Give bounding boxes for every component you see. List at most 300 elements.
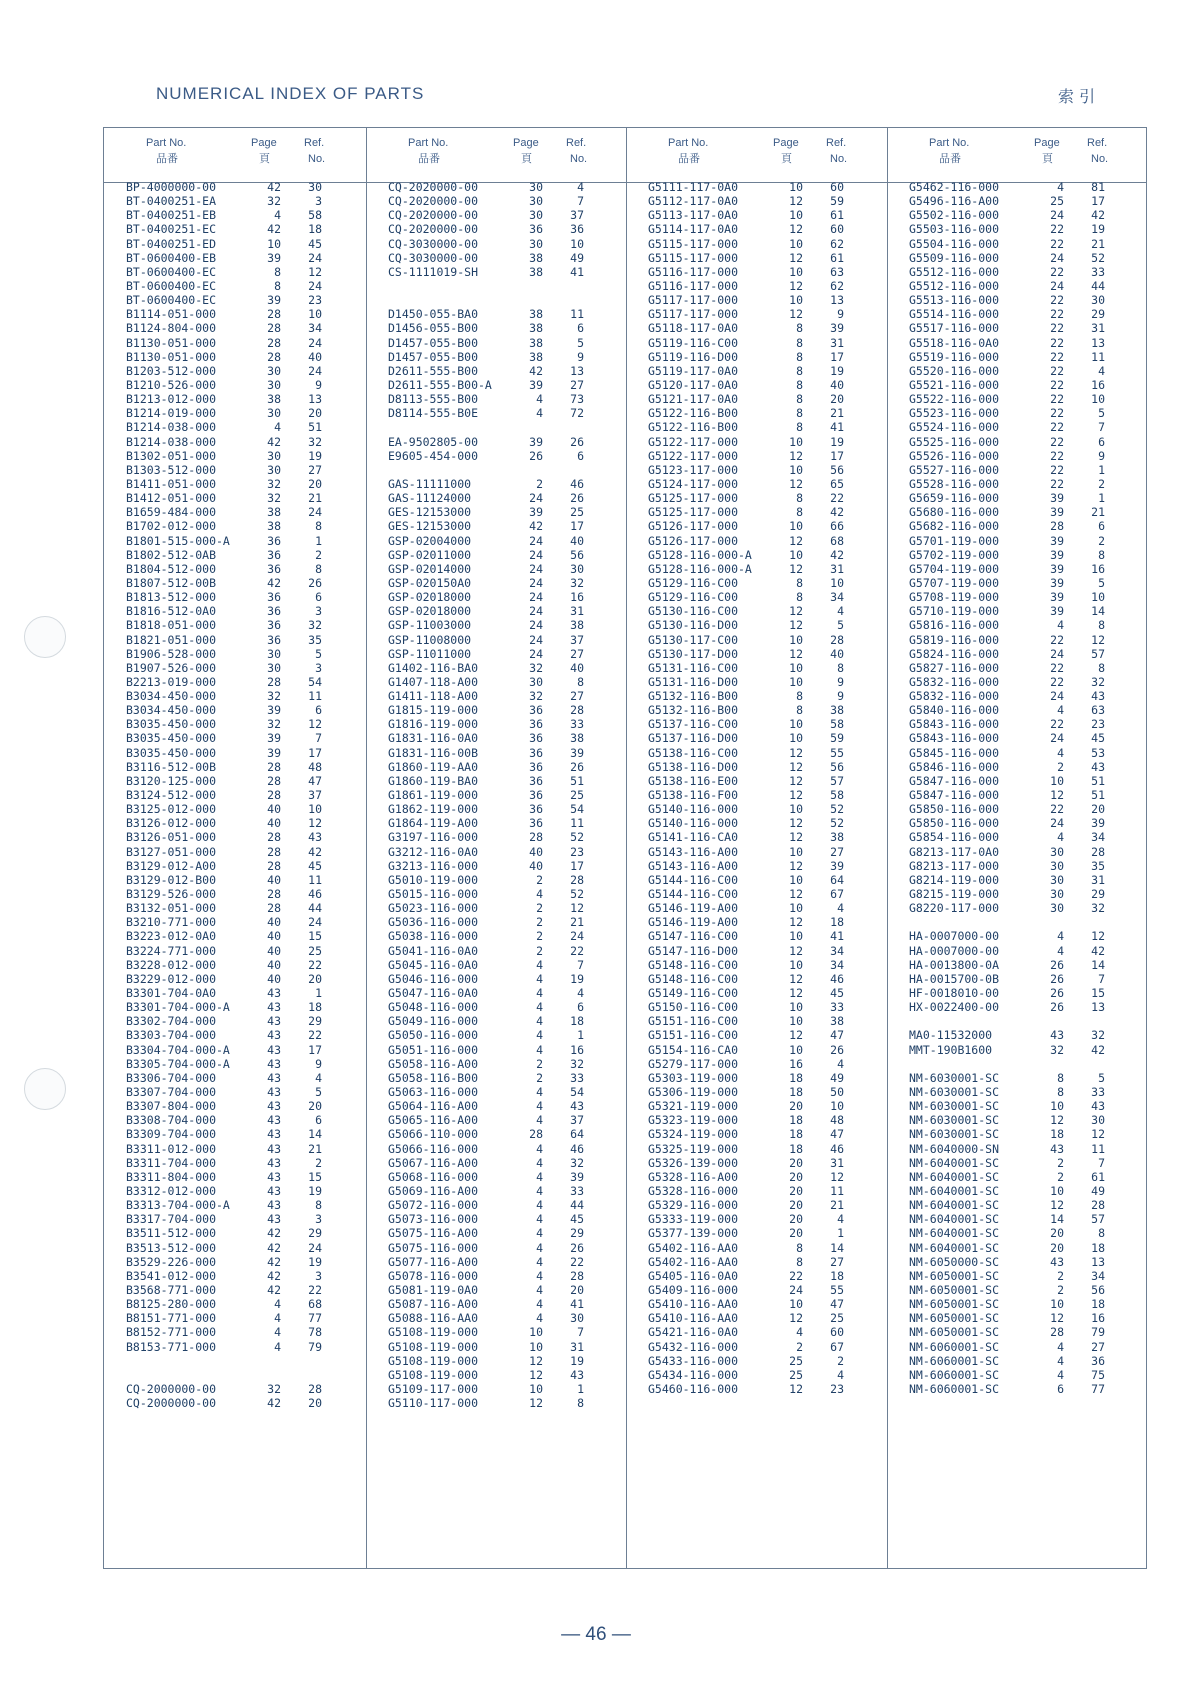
- ref-number: 27: [830, 844, 844, 859]
- ref-number: 47: [830, 1028, 844, 1043]
- table-row: [909, 208, 1146, 222]
- ref-number: 4: [837, 1056, 844, 1071]
- table-row: [648, 420, 887, 434]
- table-row: [388, 873, 626, 887]
- part-number: G5151-116-C00: [648, 1028, 739, 1043]
- ref-number: 19: [570, 1353, 584, 1368]
- page-ref: 8: [274, 278, 281, 293]
- page-ref: 43: [267, 1113, 281, 1128]
- table-row: [126, 830, 366, 844]
- ref-number: 23: [1091, 717, 1105, 732]
- ref-number: 28: [830, 632, 844, 647]
- part-number: G5149-116-C00: [648, 986, 739, 1001]
- ref-number: 31: [830, 335, 844, 350]
- part-number: G5067-116-A00: [388, 1155, 479, 1170]
- ref-number: 46: [308, 887, 322, 902]
- table-row: [388, 802, 626, 816]
- page-ref: 22: [1050, 293, 1064, 308]
- table-row: [126, 1028, 366, 1042]
- table-row: [909, 194, 1146, 208]
- ref-number: 42: [1091, 943, 1105, 958]
- table-row: [648, 576, 887, 590]
- table-row: [126, 802, 366, 816]
- table-row: [388, 463, 626, 477]
- ref-number: 42: [1091, 1042, 1105, 1057]
- part-number: G5460-116-000: [648, 1381, 739, 1396]
- part-number: GSP-020150A0: [388, 575, 472, 590]
- page-ref: 25: [1050, 194, 1064, 209]
- index-rows: [648, 180, 887, 1396]
- part-number: B1818-051-000: [126, 618, 217, 633]
- table-row: [388, 1198, 626, 1212]
- page-ref: 43: [267, 1141, 281, 1156]
- table-row: [126, 1071, 366, 1085]
- ref-number: 39: [1091, 816, 1105, 831]
- page-ref: 4: [536, 1113, 543, 1128]
- part-number: B3307-804-000: [126, 1099, 217, 1114]
- ref-number: 26: [570, 434, 584, 449]
- part-number: B1303-512-000: [126, 462, 217, 477]
- page-ref: 30: [1050, 844, 1064, 859]
- page-ref: 20: [789, 1226, 803, 1241]
- part-number: G5041-116-0A0: [388, 943, 479, 958]
- table-row: [388, 1085, 626, 1099]
- ref-number: 41: [830, 420, 844, 435]
- ref-number: 40: [308, 349, 322, 364]
- page-ref: 43: [267, 1198, 281, 1213]
- part-number: G5421-116-0A0: [648, 1325, 739, 1340]
- table-row: [648, 307, 887, 321]
- part-number: MMT-190B1600: [909, 1042, 993, 1057]
- ref-number: 22: [308, 957, 322, 972]
- table-row: [126, 703, 366, 717]
- part-number: G5432-116-000: [648, 1339, 739, 1354]
- page-ref: 42: [267, 180, 281, 194]
- ref-number: 46: [570, 476, 584, 491]
- ref-number: 24: [308, 915, 322, 930]
- ref-number: 37: [570, 632, 584, 647]
- page-ref: 8: [796, 377, 803, 392]
- table-row: [126, 265, 366, 279]
- part-number: B1302-051-000: [126, 448, 217, 463]
- table-row: [126, 194, 366, 208]
- ref-number: 67: [830, 1339, 844, 1354]
- ref-number: 52: [570, 887, 584, 902]
- part-number: B3228-012-000: [126, 957, 217, 972]
- ref-number: 15: [308, 929, 322, 944]
- table-row: [909, 958, 1146, 972]
- part-number: G5137-116-D00: [648, 731, 739, 746]
- page-ref: 22: [1050, 660, 1064, 675]
- part-number: G5701-119-000: [909, 533, 1000, 548]
- ref-number: 58: [830, 717, 844, 732]
- table-row: [909, 562, 1146, 576]
- table-row: [648, 590, 887, 604]
- page-ref: 36: [529, 759, 543, 774]
- page-ref: 12: [789, 250, 803, 265]
- part-number: G5126-117-000: [648, 533, 739, 548]
- part-number: NM-6030001-SC: [909, 1099, 1000, 1114]
- part-number: GAS-11111000: [388, 476, 472, 491]
- table-row: [648, 1156, 887, 1170]
- page-ref: 28: [267, 887, 281, 902]
- part-number: G1860-119-BA0: [388, 773, 479, 788]
- page-ref: 22: [1050, 434, 1064, 449]
- ref-number: 81: [1091, 180, 1105, 194]
- table-row: [126, 604, 366, 618]
- part-number: G5122-116-B00: [648, 406, 739, 421]
- part-number: B3513-512-000: [126, 1240, 217, 1255]
- table-row: [388, 293, 626, 307]
- table-row: [648, 321, 887, 335]
- table-row: [909, 731, 1146, 745]
- header-page: Page: [251, 137, 277, 149]
- page-ref: 36: [267, 533, 281, 548]
- table-row: [126, 915, 366, 929]
- part-number: G5146-119-A00: [648, 901, 739, 916]
- table-row: [648, 505, 887, 519]
- page-ref: 26: [1050, 986, 1064, 1001]
- table-row: [126, 307, 366, 321]
- ref-number: 43: [1091, 689, 1105, 704]
- table-row: [126, 321, 366, 335]
- page-ref: 4: [796, 1325, 803, 1340]
- page-ref: 40: [529, 844, 543, 859]
- page-ref: 4: [536, 1141, 543, 1156]
- part-number: G5328-116-000: [648, 1183, 739, 1198]
- part-number: G5049-116-000: [388, 1014, 479, 1029]
- table-row: [126, 1000, 366, 1014]
- part-number: G5087-116-A00: [388, 1297, 479, 1312]
- table-row: [648, 972, 887, 986]
- part-number: B3034-450-000: [126, 703, 217, 718]
- table-row: [648, 859, 887, 873]
- page-ref: 22: [1050, 349, 1064, 364]
- part-number: B3311-012-000: [126, 1141, 217, 1156]
- table-row: [909, 986, 1146, 1000]
- part-number: NM-6060001-SC: [909, 1381, 1000, 1396]
- part-number: B1130-051-000: [126, 349, 217, 364]
- ref-number: 27: [570, 377, 584, 392]
- table-row: [648, 477, 887, 491]
- part-number: G5077-116-A00: [388, 1254, 479, 1269]
- table-row: [126, 944, 366, 958]
- part-number: G5326-139-000: [648, 1155, 739, 1170]
- part-number: G1860-119-AA0: [388, 759, 479, 774]
- header-page: Page: [773, 137, 799, 149]
- table-row: [648, 830, 887, 844]
- ref-number: 17: [570, 858, 584, 873]
- index-column-4: [887, 128, 1146, 1568]
- ref-number: 7: [577, 957, 584, 972]
- part-number: GSP-02018000: [388, 604, 472, 619]
- table-row: [909, 1311, 1146, 1325]
- ref-number: 13: [830, 293, 844, 308]
- table-row: [909, 293, 1146, 307]
- header-page-jp: 頁: [521, 153, 532, 165]
- table-row: [909, 237, 1146, 251]
- part-number: B1802-512-0AB: [126, 547, 217, 562]
- ref-number: 43: [1091, 759, 1105, 774]
- ref-number: 39: [570, 745, 584, 760]
- part-number: NM-6030001-SC: [909, 1070, 1000, 1085]
- page-ref: 24: [529, 618, 543, 633]
- ref-number: 21: [830, 406, 844, 421]
- table-row: [126, 1184, 366, 1198]
- page-ref: 22: [1050, 802, 1064, 817]
- table-row: [388, 378, 626, 392]
- part-number: G5323-119-000: [648, 1113, 739, 1128]
- page-ref: 8: [796, 491, 803, 506]
- ref-number: 55: [830, 1282, 844, 1297]
- page-ref: 12: [789, 759, 803, 774]
- ref-number: 5: [315, 1085, 322, 1099]
- page-title-japanese: 索 引: [1058, 87, 1096, 106]
- table-row: [388, 1127, 626, 1141]
- part-number: G8220-117-000: [909, 901, 1000, 916]
- ref-number: 13: [570, 363, 584, 378]
- page-ref: 12: [789, 278, 803, 293]
- ref-number: 56: [830, 759, 844, 774]
- ref-number: 68: [830, 533, 844, 548]
- page-ref: 40: [267, 929, 281, 944]
- punch-hole-bottom: [24, 1068, 66, 1110]
- ref-number: 40: [570, 660, 584, 675]
- part-number: G5150-116-C00: [648, 1000, 739, 1015]
- page-ref: 4: [1057, 1367, 1064, 1382]
- part-number: G5138-116-F00: [648, 788, 739, 803]
- ref-number: 28: [308, 1381, 322, 1396]
- ref-number: 6: [577, 1000, 584, 1015]
- page-ref: 12: [789, 1311, 803, 1326]
- ref-number: 6: [315, 590, 322, 605]
- page-ref: 8: [796, 406, 803, 421]
- ref-number: 33: [570, 1070, 584, 1085]
- part-number: B3541-012-000: [126, 1268, 217, 1283]
- part-number: G5038-116-000: [388, 929, 479, 944]
- table-row: [388, 1142, 626, 1156]
- part-number: G5847-116-000: [909, 788, 1000, 803]
- part-number: G5075-116-000: [388, 1240, 479, 1255]
- ref-number: 36: [570, 222, 584, 237]
- page-ref: 10: [789, 293, 803, 308]
- ref-number: 38: [830, 830, 844, 845]
- part-number: G5324-119-000: [648, 1127, 739, 1142]
- ref-number: 24: [308, 505, 322, 520]
- table-row: [648, 1311, 887, 1325]
- page-ref: 4: [536, 1028, 543, 1043]
- table-row: [126, 887, 366, 901]
- ref-number: 20: [308, 1396, 322, 1411]
- page-ref: 12: [789, 561, 803, 576]
- ref-number: 16: [1091, 1311, 1105, 1326]
- table-row: [388, 958, 626, 972]
- table-row: [648, 647, 887, 661]
- page-ref: 24: [1050, 646, 1064, 661]
- page-ref: 12: [789, 887, 803, 902]
- ref-number: 15: [308, 1169, 322, 1184]
- part-number: G5329-116-000: [648, 1198, 739, 1213]
- table-row: [388, 222, 626, 236]
- ref-number: 27: [570, 646, 584, 661]
- table-row: [909, 944, 1146, 958]
- page-ref: 10: [789, 717, 803, 732]
- ref-number: 23: [830, 1381, 844, 1396]
- page-ref: 28: [267, 830, 281, 845]
- part-number: B3302-704-000: [126, 1014, 217, 1029]
- page-ref: 28: [267, 349, 281, 364]
- ref-number: 5: [1098, 406, 1105, 421]
- part-number: G5122-117-000: [648, 434, 739, 449]
- ref-number: 11: [1091, 349, 1105, 364]
- ref-number: 67: [830, 887, 844, 902]
- table-row: [126, 929, 366, 943]
- part-number: G5064-116-A00: [388, 1099, 479, 1114]
- part-number: G5078-116-000: [388, 1268, 479, 1283]
- ref-number: 56: [570, 547, 584, 562]
- table-row: [648, 279, 887, 293]
- part-number: D2611-555-B00-A: [388, 377, 492, 392]
- part-number: B3120-125-000: [126, 773, 217, 788]
- ref-number: 27: [308, 462, 322, 477]
- part-number: NM-6050001-SC: [909, 1282, 1000, 1297]
- ref-number: 12: [1091, 632, 1105, 647]
- page-ref: 43: [267, 1169, 281, 1184]
- page-ref: 30: [267, 448, 281, 463]
- part-number: G5710-119-000: [909, 604, 1000, 619]
- page-ref: 12: [789, 858, 803, 873]
- ref-number: 5: [577, 335, 584, 350]
- page-ref: 8: [1057, 1085, 1064, 1099]
- part-number: G5512-116-000: [909, 264, 1000, 279]
- table-row: [388, 576, 626, 590]
- page-ref: 2: [1057, 1282, 1064, 1297]
- table-row: [388, 746, 626, 760]
- ref-number: 60: [830, 222, 844, 237]
- page-ref: 22: [1050, 476, 1064, 491]
- part-number: G5410-116-AA0: [648, 1311, 739, 1326]
- table-row: [126, 958, 366, 972]
- ref-number: 1: [577, 1028, 584, 1043]
- table-row: [909, 1354, 1146, 1368]
- ref-number: 30: [570, 561, 584, 576]
- part-number: B3305-704-000-A: [126, 1056, 230, 1071]
- table-row: [648, 633, 887, 647]
- page-ref: 8: [796, 363, 803, 378]
- part-number: BP-4000000-00: [126, 180, 217, 194]
- ref-number: 36: [1091, 1353, 1105, 1368]
- ref-number: 32: [1091, 1028, 1105, 1043]
- ref-number: 11: [570, 307, 584, 322]
- page-ref: 12: [1050, 1311, 1064, 1326]
- table-row: [648, 958, 887, 972]
- part-number: NM-6040001-SC: [909, 1198, 1000, 1213]
- part-number: NM-6060001-SC: [909, 1367, 1000, 1382]
- table-row: [648, 802, 887, 816]
- part-number: B3303-704-000: [126, 1028, 217, 1043]
- part-number: G5051-116-000: [388, 1042, 479, 1057]
- index-column-1: [104, 128, 367, 1568]
- table-row: [648, 378, 887, 392]
- ref-number: 52: [1091, 250, 1105, 265]
- page-ref: 4: [274, 1339, 281, 1354]
- page-ref: 18: [789, 1085, 803, 1099]
- part-number: B3317-704-000: [126, 1212, 217, 1227]
- part-number: G5512-116-000: [909, 278, 1000, 293]
- part-number: G5108-119-000: [388, 1367, 479, 1382]
- page-ref: 43: [1050, 1254, 1064, 1269]
- table-row: [648, 661, 887, 675]
- part-number: NM-6030001-SC: [909, 1127, 1000, 1142]
- page-ref: 30: [1050, 858, 1064, 873]
- page-ref: 36: [529, 703, 543, 718]
- table-row: [648, 1354, 887, 1368]
- page-ref: 36: [529, 745, 543, 760]
- ref-number: 18: [1091, 1240, 1105, 1255]
- page-ref: 8: [796, 505, 803, 520]
- table-row: [388, 491, 626, 505]
- part-number: G5854-116-000: [909, 830, 1000, 845]
- table-row: [388, 307, 626, 321]
- page-ref: 43: [267, 986, 281, 1001]
- page-ref: 40: [529, 858, 543, 873]
- part-number: G5521-116-000: [909, 377, 1000, 392]
- page-ref: 22: [1050, 264, 1064, 279]
- table-row: [126, 647, 366, 661]
- index-rows: [388, 180, 626, 1410]
- page-ref: 24: [1050, 278, 1064, 293]
- page-ref: 20: [1050, 1240, 1064, 1255]
- part-number: G5682-116-000: [909, 519, 1000, 534]
- table-row: [126, 1255, 366, 1269]
- part-number: CQ-2000000-00: [126, 1396, 217, 1411]
- ref-number: 4: [577, 180, 584, 194]
- table-row: [388, 336, 626, 350]
- part-number: BT-0400251-ED: [126, 236, 217, 251]
- part-number: G5832-116-000: [909, 674, 1000, 689]
- ref-number: 77: [1091, 1381, 1105, 1396]
- page-ref: 12: [529, 1367, 543, 1382]
- table-row: [909, 1071, 1146, 1085]
- page-ref: 22: [1050, 363, 1064, 378]
- page-ref: 36: [529, 788, 543, 803]
- table-row: [648, 180, 887, 194]
- table-row: [126, 350, 366, 364]
- part-number: B1124-804-000: [126, 321, 217, 336]
- ref-number: 11: [570, 816, 584, 831]
- table-row: [909, 1382, 1146, 1396]
- ref-number: 20: [308, 476, 322, 491]
- table-row: [909, 760, 1146, 774]
- table-row: [126, 180, 366, 194]
- table-row: [126, 675, 366, 689]
- page-ref: 43: [267, 1127, 281, 1142]
- table-row: [388, 364, 626, 378]
- table-row: [648, 845, 887, 859]
- ref-number: 35: [1091, 858, 1105, 873]
- table-row: [126, 1127, 366, 1141]
- page-ref: 39: [529, 505, 543, 520]
- ref-number: 14: [1091, 604, 1105, 619]
- table-row: [648, 1269, 887, 1283]
- ref-number: 6: [1098, 519, 1105, 534]
- part-number: BT-0600400-EC: [126, 293, 217, 308]
- table-row: [909, 477, 1146, 491]
- ref-number: 9: [837, 689, 844, 704]
- page-ref: 8: [796, 689, 803, 704]
- part-number: B1214-038-000: [126, 434, 217, 449]
- ref-number: 43: [1091, 1099, 1105, 1114]
